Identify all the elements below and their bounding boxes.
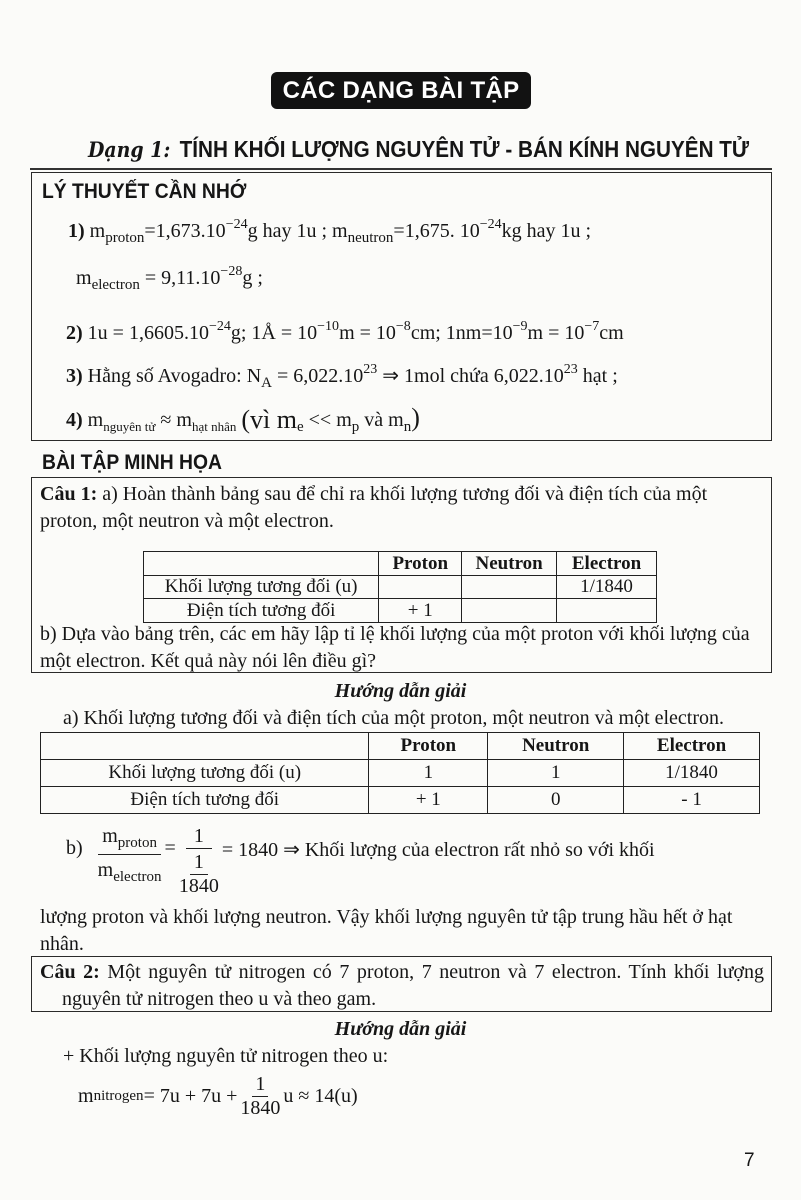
question-label: Câu 2: <box>40 961 100 983</box>
label-text: Hằng số Avogadro: N <box>87 365 262 387</box>
value: g; 1 <box>230 322 262 344</box>
table-row <box>144 599 657 623</box>
symbol: m <box>102 825 118 847</box>
guide-1-title: Hướng dẫn giải <box>334 680 467 702</box>
question-text: a) Hoàn thành bảng sau để chỉ ra khối lượng tương đối và điện tích của một proton, một neutron và một electron. <box>40 483 708 532</box>
table-cell <box>557 599 657 623</box>
answer-table <box>40 732 760 814</box>
paren-text: (vì m <box>241 405 297 434</box>
expression: = 7u + 7u + <box>143 1085 238 1107</box>
symbol: m <box>89 220 106 242</box>
numerator: 1 <box>186 825 212 849</box>
value: m = 10 <box>527 322 585 344</box>
result-text: = 1840 ⇒ Khối lượng của electron rất nhỏ so với khối <box>221 839 655 861</box>
question-label: Câu 1: <box>40 483 98 505</box>
subscript: neutron <box>347 230 394 246</box>
denominator: 1840 <box>178 875 219 897</box>
unit-text: g ; <box>242 267 263 289</box>
table-row <box>41 760 760 787</box>
symbol: m <box>97 859 114 881</box>
value: 1u = 1,6605.10 <box>87 322 209 344</box>
subscript: e <box>296 419 304 435</box>
section-badge: CÁC DẠNG BÀI TẬP <box>271 72 531 109</box>
theory-item-1-cont <box>76 265 263 293</box>
table-row <box>144 576 657 599</box>
table-cell: + 1 <box>369 787 488 814</box>
subscript: proton <box>117 835 157 851</box>
value: =1,675. 10 <box>393 220 480 242</box>
theory-item-3 <box>66 363 618 391</box>
table-cell: Khối lượng tương đối (u) <box>144 576 379 599</box>
question-2-text <box>40 959 764 1013</box>
exponent: −8 <box>395 319 411 334</box>
table-cell <box>379 576 462 599</box>
value: = 6,022.10 <box>272 365 364 387</box>
table-cell <box>462 576 557 599</box>
table-cell: 1 <box>488 760 624 787</box>
theory-item-1 <box>68 218 591 246</box>
subscript: electron <box>113 869 162 885</box>
angstrom-symbol: Å <box>261 322 276 344</box>
item-number: 2) <box>66 322 83 344</box>
question-1-table <box>143 551 657 623</box>
table-cell: 0 <box>488 787 624 814</box>
table-cell: Điện tích tương đối <box>41 787 369 814</box>
item-number: 3) <box>66 365 83 387</box>
table-row <box>41 787 760 814</box>
value: = 10 <box>275 322 318 344</box>
guide-1-part-b <box>66 825 655 898</box>
theory-title: LÝ THUYẾT CẦN NHỚ <box>42 180 247 203</box>
subscript: A <box>261 375 273 391</box>
topic-title: TÍNH KHỐI LƯỢNG NGUYÊN TỬ - BÁN KÍNH NGUYÊN TỬ <box>179 136 750 162</box>
table-header: Neutron <box>462 552 557 576</box>
value: = 9,11.10 <box>139 267 221 289</box>
theory-item-4 <box>66 405 420 435</box>
symbol: m <box>87 409 104 431</box>
table-cell: Điện tích tương đối <box>144 599 379 623</box>
exponent: −9 <box>512 319 528 334</box>
guide-2-line-1: + Khối lượng nguyên tử nitrogen theo u: <box>63 1045 389 1067</box>
topic-label: Dạng 1: <box>88 137 171 162</box>
table-header: Proton <box>369 733 488 760</box>
exponent: 23 <box>363 362 378 377</box>
symbol: << m <box>303 409 352 431</box>
part-label: b) <box>66 837 83 859</box>
table-header: Proton <box>379 552 462 576</box>
subscript: nguyên tử <box>103 419 156 434</box>
symbol: m <box>332 220 348 242</box>
guide-1-conclusion: lượng proton và khối lượng neutron. Vậy khối lượng nguyên tử tập trung hầu hết ở hạt nhân. <box>40 906 733 955</box>
value: cm; 1nm=10 <box>410 322 513 344</box>
electron-fraction <box>237 1073 283 1120</box>
exponent: −24 <box>225 217 248 232</box>
paren-close: ) <box>411 403 420 432</box>
subscript: electron <box>91 277 140 293</box>
exponent: −28 <box>220 264 243 279</box>
value: =1,673.10 <box>144 220 226 242</box>
question-text: Một nguyên tử nitrogen có 7 proton, 7 neutron và 7 electron. Tính khối lượng nguyên tử nitrogen theo u và theo gam. <box>62 961 764 1010</box>
theory-item-2 <box>66 320 624 343</box>
unit-text: kg hay 1u ; <box>501 220 592 242</box>
equals: = <box>164 837 176 859</box>
table-header <box>41 733 369 760</box>
nitrogen-mass-formula <box>78 1073 358 1120</box>
table-cell: + 1 <box>379 599 462 623</box>
item-number: 1) <box>68 220 85 242</box>
table-cell <box>462 599 557 623</box>
theory-box <box>31 172 772 441</box>
question-1-part-a <box>40 481 762 535</box>
table-header <box>144 552 379 576</box>
table-header: Neutron <box>488 733 624 760</box>
table-cell: 1 <box>369 760 488 787</box>
subscript: nitrogen <box>93 1088 144 1104</box>
table-header: Electron <box>557 552 657 576</box>
subscript: p <box>351 419 360 435</box>
reciprocal-fraction <box>176 825 222 898</box>
symbol: và m <box>359 409 404 431</box>
table-cell: 1/1840 <box>624 760 760 787</box>
exponent: 23 <box>563 362 578 377</box>
subscript: proton <box>105 230 145 246</box>
symbol: m <box>78 1085 94 1107</box>
exponent: −24 <box>208 319 231 334</box>
exercises-title: BÀI TẬP MINH HỌA <box>42 451 222 474</box>
guide-1-intro: a) Khối lượng tương đối và điện tích của một proton, một neutron và một electron. <box>63 707 725 729</box>
question-1-part-b: b) Dựa vào bảng trên, các em hãy lập tỉ lệ khối lượng của một proton với khối lượng của một electron. Kết quả này nói lên điều gì? <box>40 623 750 672</box>
unit-text: hạt ; <box>577 365 618 387</box>
numerator: 1 <box>252 1073 268 1097</box>
result-text: u ≈ 14(u) <box>283 1085 358 1107</box>
subscript: n <box>403 419 412 435</box>
table-header: Electron <box>624 733 760 760</box>
exponent: −24 <box>479 217 502 232</box>
mass-ratio-fraction <box>95 825 165 886</box>
guide-2-title: Hướng dẫn giải <box>334 1018 467 1040</box>
exponent: −7 <box>584 319 600 334</box>
heading-rule <box>30 168 772 170</box>
inner-fraction <box>176 849 222 898</box>
value: ⇒ 1mol chứa 6,022.10 <box>377 365 564 387</box>
unit-text: cm <box>599 322 624 344</box>
symbol: m <box>76 267 92 289</box>
exponent: −10 <box>317 319 340 334</box>
subscript: hạt nhân <box>191 419 237 434</box>
table-cell: - 1 <box>624 787 760 814</box>
table-cell: Khối lượng tương đối (u) <box>41 760 369 787</box>
symbol: ≈ m <box>155 409 192 431</box>
item-number: 4) <box>66 409 83 431</box>
unit-text: g hay 1u ; <box>247 220 328 242</box>
numerator: 1 <box>190 851 208 875</box>
topic-heading <box>88 136 749 163</box>
denominator: 1840 <box>240 1097 281 1119</box>
page-number: 7 <box>744 1150 755 1171</box>
value: m = 10 <box>339 322 396 344</box>
table-cell: 1/1840 <box>557 576 657 599</box>
